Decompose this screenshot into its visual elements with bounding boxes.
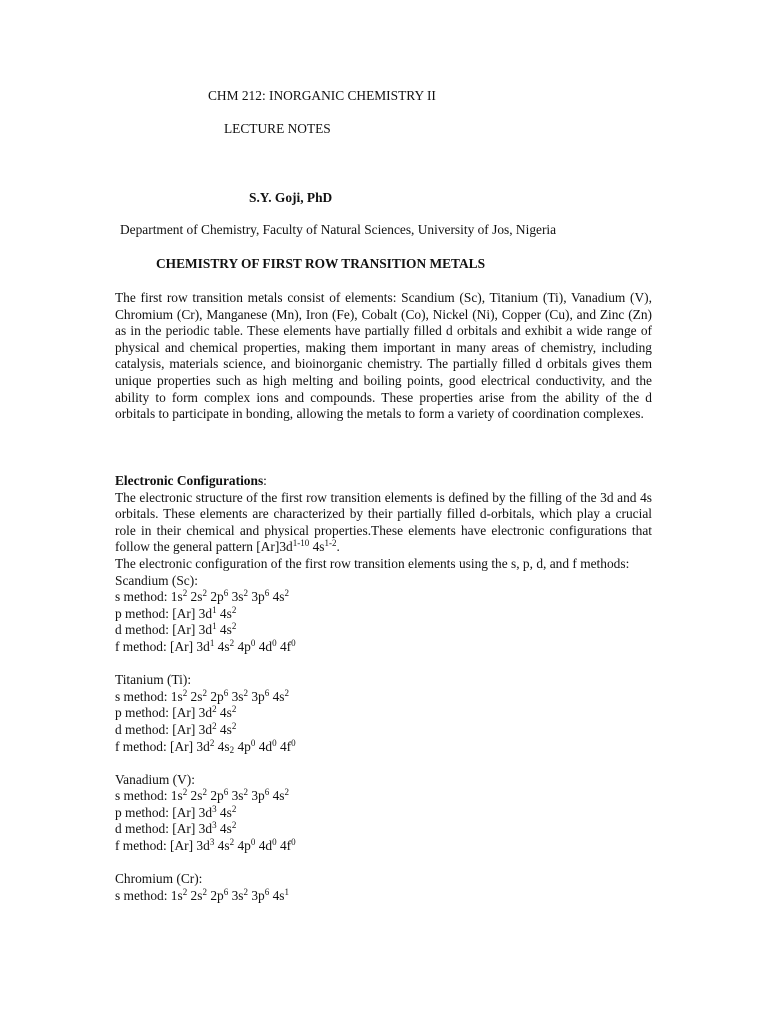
electron-count-superscript: 2 [231,704,237,715]
pattern-mid: 4s [309,539,325,555]
ec-paragraph-2: The electronic configuration of the first row transition elements using the s, p, d, and f methods: [115,555,630,571]
section-heading: CHEMISTRY OF FIRST ROW TRANSITION METALS [156,256,486,271]
electron-count-superscript: 6 [264,588,270,599]
electron-count-superscript: 2 [212,720,217,731]
electron-count-subscript: 2 [229,744,235,755]
s-method-line: s method: $1s^2$ $2s^2$ $2p^6$ $3s^2$ $3p^6$ $4s^2$ [115,787,289,804]
electron-count-superscript: 2 [231,820,237,831]
electron-count-superscript: 0 [291,637,296,648]
f-method-line: f method: [Ar] $3d^1$ $4s^2$ $4p^0$ $4d^0$ $4f^0$ [115,637,296,654]
electron-count-superscript: 1 [284,886,289,897]
electron-count-superscript: 2 [284,588,289,599]
intro-paragraph: The first row transition metals consist of elements: Scandium (Sc), Titanium (Ti), Vanadium (V), Chromium (Cr), Manganese (Mn), Iron (Fe), Cobalt (Co), Nickel (Ni), Copper (Cu), and Zinc (Zn) as in the periodic table. These elements have partially filled d orbitals and exhibit a wide range of physical and chemical properties, making them important in many areas of chemistry, including catalysis, materials science, and bioinorganic chemistry. The partially filled d orbitals gives them unique properties such as high melting and boiling points, good electrical conductivity, and the ability to form complex ions and compounds. These properties arise from the ability of the d orbitals to participate in bonding, allowing the metals to form a variety of coordination complexes. [115,290,652,422]
s-method-line: s method: $1s^2$ $2s^2$ $2p^6$ $3s^2$ $3p^6$ $4s^2$ [115,588,289,605]
electron-count-superscript: 1 [212,621,217,632]
electron-count-superscript: 6 [264,886,270,897]
electron-count-superscript: 2 [284,687,289,698]
pattern-d-superscript: 1-10 [292,538,310,549]
electron-count-superscript: 2 [202,687,207,698]
electron-count-superscript: 2 [209,737,215,748]
electron-count-superscript: 3 [212,803,217,814]
electron-count-superscript: 0 [272,837,277,848]
lecture-notes-subtitle: LECTURE NOTES [224,121,331,136]
p-method-line: p method: [Ar] $3d^2$ $4s^2$ [115,704,237,721]
electron-count-superscript: 0 [250,837,256,848]
electron-count-superscript: 0 [250,737,256,748]
course-title: CHM 212: INORGANIC CHEMISTRY II [208,88,436,103]
ec-heading-colon: : [263,473,267,488]
electron-count-superscript: 1 [209,637,215,648]
electron-count-superscript: 2 [231,621,237,632]
electron-count-superscript: 2 [231,604,237,615]
ec-paragraph-1-text: The electronic structure of the first row transition elements is defined by the filling of the 3d and 4s orbitals. These elements are characterized by their partially filled d-orbitals, which play a crucial role in their chemical and physical properties.These elements have electronic configurations that follow the general pattern [Ar]3d [115,489,652,555]
ec-heading: Electronic Configurations [115,473,264,488]
electron-count-superscript: 6 [223,886,229,897]
ec-heading-line [115,473,652,490]
electron-count-superscript: 2 [284,787,289,798]
electron-count-superscript: 0 [291,737,296,748]
electron-count-superscript: 2 [182,588,188,599]
electron-count-superscript: 2 [182,687,188,698]
electron-count-superscript: 2 [229,837,235,848]
d-method-line: d method: [Ar] $3d^3$ $4s^2$ [115,820,237,837]
s-method-line: s method: $1s^2$ $2s^2$ $2p^6$ $3s^2$ $3p^6$ $4s^2$ [115,687,289,704]
d-method-line: d method: [Ar] $3d^1$ $4s^2$ [115,621,237,638]
element-block [115,772,652,855]
f-method-line: f method: [Ar] $3d^2$ $4s_2$ $4p^0$ $4d^0$ $4f^0$ [115,737,296,755]
p-method-line: p method: [Ar] $3d^1$ $4s^2$ [115,604,237,621]
d-method-line: d method: [Ar] $3d^2$ $4s^2$ [115,720,237,737]
electron-count-superscript: 6 [223,687,229,698]
f-method-line: f method: [Ar] $3d^3$ $4s^2$ $4p^0$ $4d^0$ $4f^0$ [115,837,296,854]
s-method-line: s method: $1s^2$ $2s^2$ $2p^6$ $3s^2$ $3p^6$ $4s^1$ [115,886,289,903]
electron-count-superscript: 2 [243,886,248,897]
electron-count-superscript: 6 [223,787,229,798]
element-name: Vanadium (V): [115,771,195,787]
electron-count-superscript: 2 [202,787,207,798]
electron-count-superscript: 6 [264,687,270,698]
electron-count-superscript: 0 [272,637,277,648]
electron-count-superscript: 0 [291,837,296,848]
electron-count-superscript: 2 [243,787,248,798]
electron-count-superscript: 2 [243,687,248,698]
element-block [115,871,652,904]
author-name: S.Y. Goji, PhD [249,190,333,205]
electron-count-superscript: 2 [202,886,207,897]
element-block [115,573,652,656]
electron-count-superscript: 2 [229,637,235,648]
electron-count-superscript: 1 [212,604,217,615]
p-method-line: p method: [Ar] $3d^3$ $4s^2$ [115,803,237,820]
electron-count-superscript: 2 [182,886,188,897]
element-name: Titanium (Ti): [115,672,192,688]
electron-count-superscript: 2 [182,787,188,798]
electron-count-superscript: 2 [202,588,207,599]
electron-count-superscript: 0 [272,737,277,748]
electron-count-superscript: 2 [231,803,237,814]
department-affiliation: Department of Chemistry, Faculty of Natural Sciences, University of Jos, Nigeria [120,222,557,237]
ec-paragraph-1 [115,490,652,556]
element-block [115,672,652,755]
electron-count-superscript: 2 [231,720,237,731]
electron-count-superscript: 3 [212,820,217,831]
element-name: Chromium (Cr): [115,871,203,887]
electronic-configurations-section [115,473,652,904]
electron-count-superscript: 2 [243,588,248,599]
pattern-s-superscript: 1-2 [324,538,337,549]
electron-count-superscript: 6 [264,787,270,798]
electron-count-superscript: 6 [223,588,229,599]
element-configuration-list [115,573,652,905]
electron-count-superscript: 0 [250,637,256,648]
pattern-end: . [336,539,340,555]
electron-count-superscript: 3 [209,837,215,848]
electron-count-superscript: 2 [212,704,217,715]
element-name: Scandium (Sc): [115,572,198,588]
